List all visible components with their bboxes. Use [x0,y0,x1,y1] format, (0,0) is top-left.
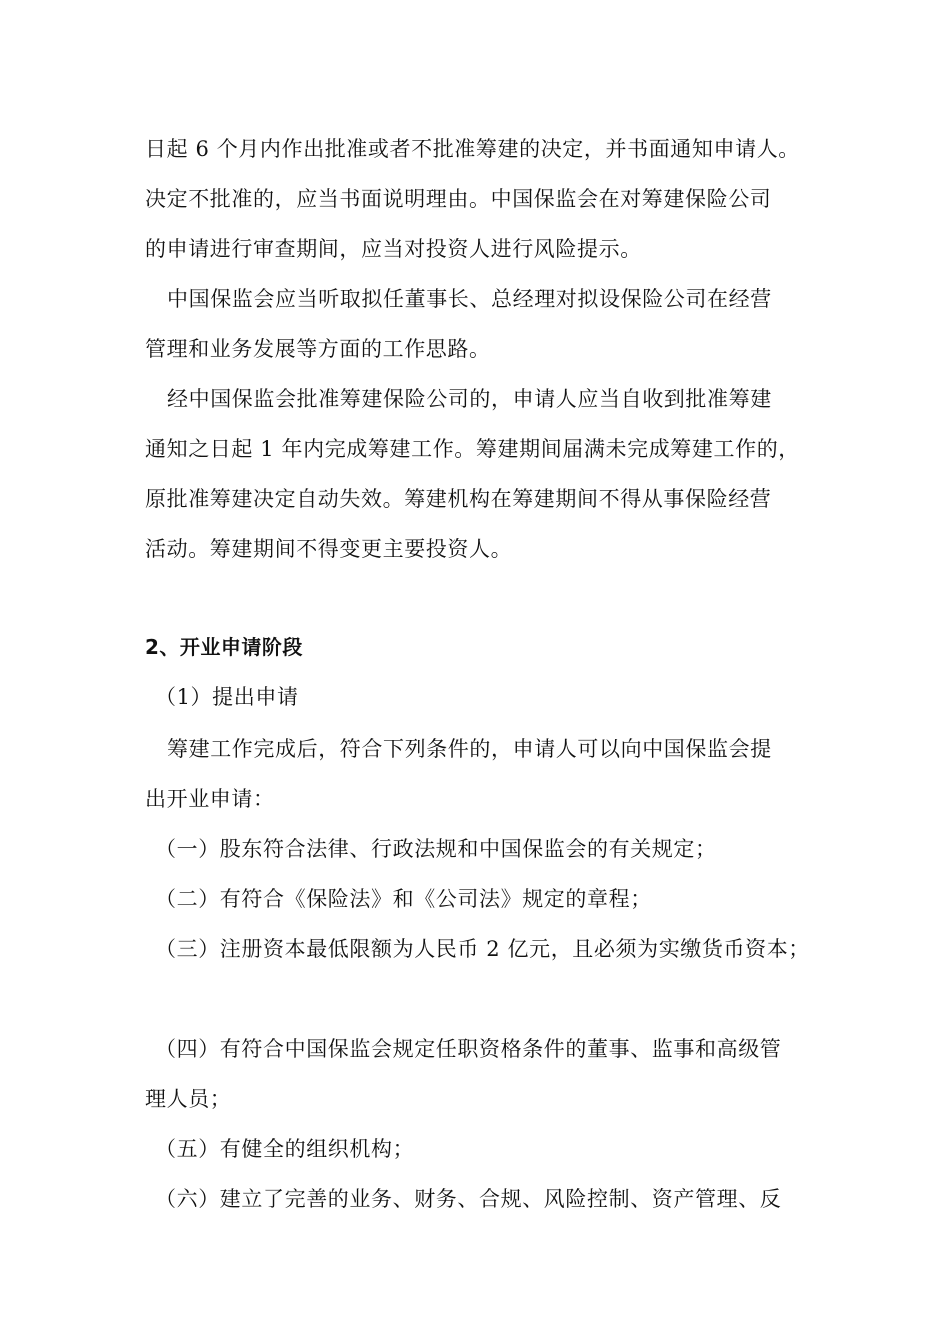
paragraph-line: 原批准筹建决定自动失效。筹建机构在筹建期间不得从事保险经营 [145,487,772,511]
paragraph-line: 出开业申请： [145,787,275,811]
list-item: （二）有符合《保险法》和《公司法》规定的章程； [155,887,652,911]
paragraph-line: 中国保监会应当听取拟任董事长、总经理对拟设保险公司在经营 [167,287,772,311]
list-item: （六）建立了完善的业务、财务、合规、风险控制、资产管理、反 [155,1187,782,1211]
list-item: （三）注册资本最低限额为人民币 2 亿元，且必须为实缴货币资本； [155,937,810,961]
paragraph-line: 决定不批准的，应当书面说明理由。中国保监会在对筹建保险公司 [145,187,772,211]
section-heading: 2、开业申请阶段 [145,635,303,659]
paragraph-line: 通知之日起 1 年内完成筹建工作。筹建期间届满未完成筹建工作的， [145,437,800,461]
list-item: （四）有符合中国保监会规定任职资格条件的董事、监事和高级管 [155,1037,782,1061]
paragraph-line: 筹建工作完成后，符合下列条件的，申请人可以向中国保监会提 [167,737,772,761]
subheading: （1）提出申请 [155,685,299,709]
list-item: （五）有健全的组织机构； [155,1137,415,1161]
paragraph-line: 管理和业务发展等方面的工作思路。 [145,337,491,361]
paragraph-line: 活动。筹建期间不得变更主要投资人。 [145,537,513,561]
list-item: （一）股东符合法律、行政法规和中国保监会的有关规定； [155,837,717,861]
paragraph-line: 的申请进行审查期间，应当对投资人进行风险提示。 [145,237,642,261]
list-item-continuation: 理人员； [145,1087,232,1111]
paragraph-line: 经中国保监会批准筹建保险公司的，申请人应当自收到批准筹建 [167,387,772,411]
paragraph-line: 日起 6 个月内作出批准或者不批准筹建的决定，并书面通知申请人。 [145,137,800,161]
